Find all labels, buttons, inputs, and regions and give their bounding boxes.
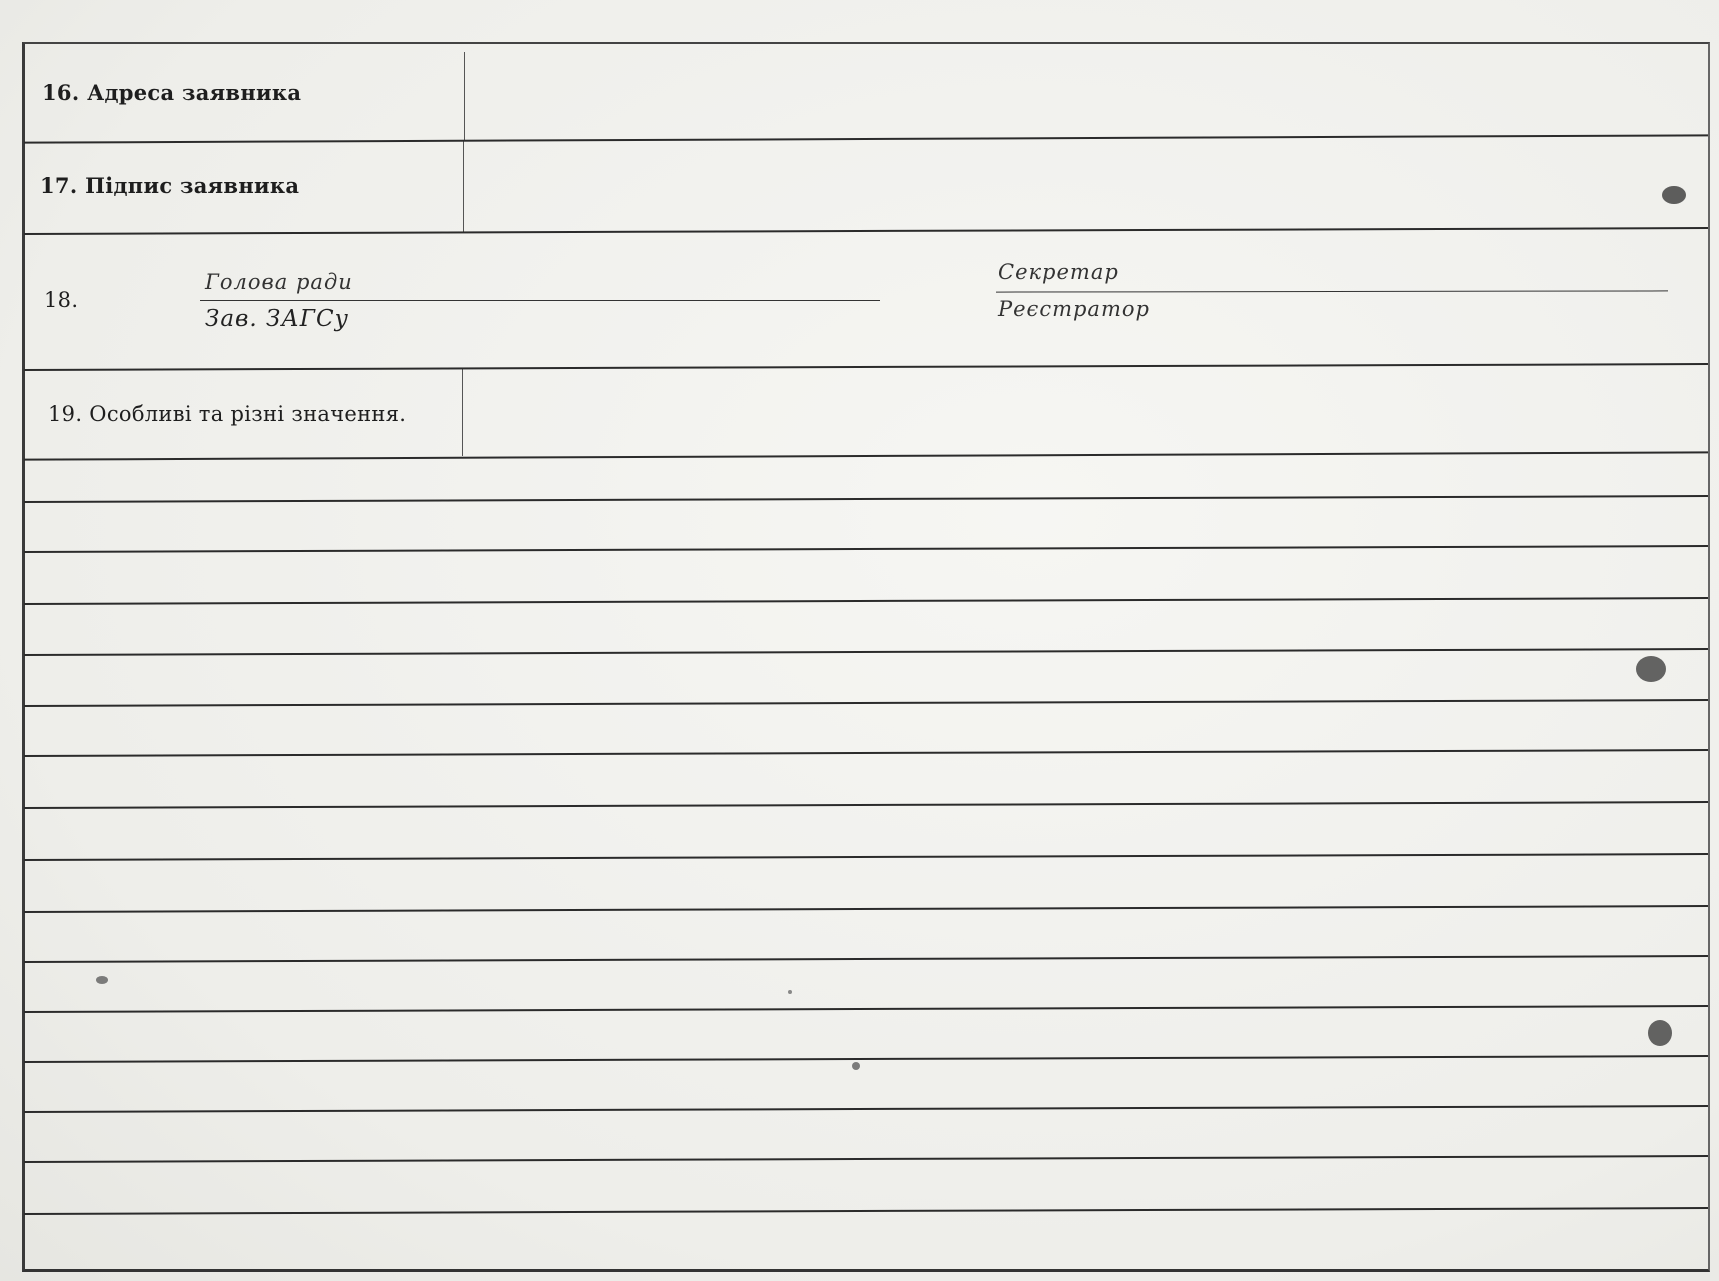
row-16-label xyxy=(42,80,301,105)
secretary-title: Секретар xyxy=(998,260,1119,284)
row-19-number: 19. xyxy=(48,402,83,426)
row-17-label xyxy=(40,173,299,198)
column-divider-19 xyxy=(462,368,463,456)
column-divider-17 xyxy=(463,140,464,232)
column-divider-16 xyxy=(464,52,465,140)
row-18-number: 18. xyxy=(44,288,79,312)
left-signature-field[interactable] xyxy=(380,262,880,298)
row-16-text: Адреса заявника xyxy=(87,80,302,105)
applicant-address-field[interactable] xyxy=(470,52,1700,136)
applicant-signature-field[interactable] xyxy=(470,142,1700,228)
registry-head-title: Зав. ЗАГСу xyxy=(205,306,349,332)
registrar-title: Реєстратор xyxy=(998,297,1150,321)
council-head-title: Голова ради xyxy=(205,270,353,294)
special-notes-field[interactable] xyxy=(470,370,1700,452)
ink-speck xyxy=(788,990,792,994)
row-16-number: 16. xyxy=(42,80,80,105)
row-17-number: 17. xyxy=(40,173,78,198)
ink-speck xyxy=(96,976,108,984)
ink-blot xyxy=(1648,1020,1672,1046)
row-19-text: Особливі та різні значення. xyxy=(89,402,407,426)
ink-speck xyxy=(852,1062,860,1070)
ink-blot xyxy=(1636,656,1666,682)
row-17-text: Підпис заявника xyxy=(85,173,300,198)
ink-blot xyxy=(1662,186,1686,204)
row-19-label xyxy=(48,402,406,426)
right-signature-field[interactable] xyxy=(1140,256,1670,290)
left-signature-line xyxy=(200,300,880,301)
